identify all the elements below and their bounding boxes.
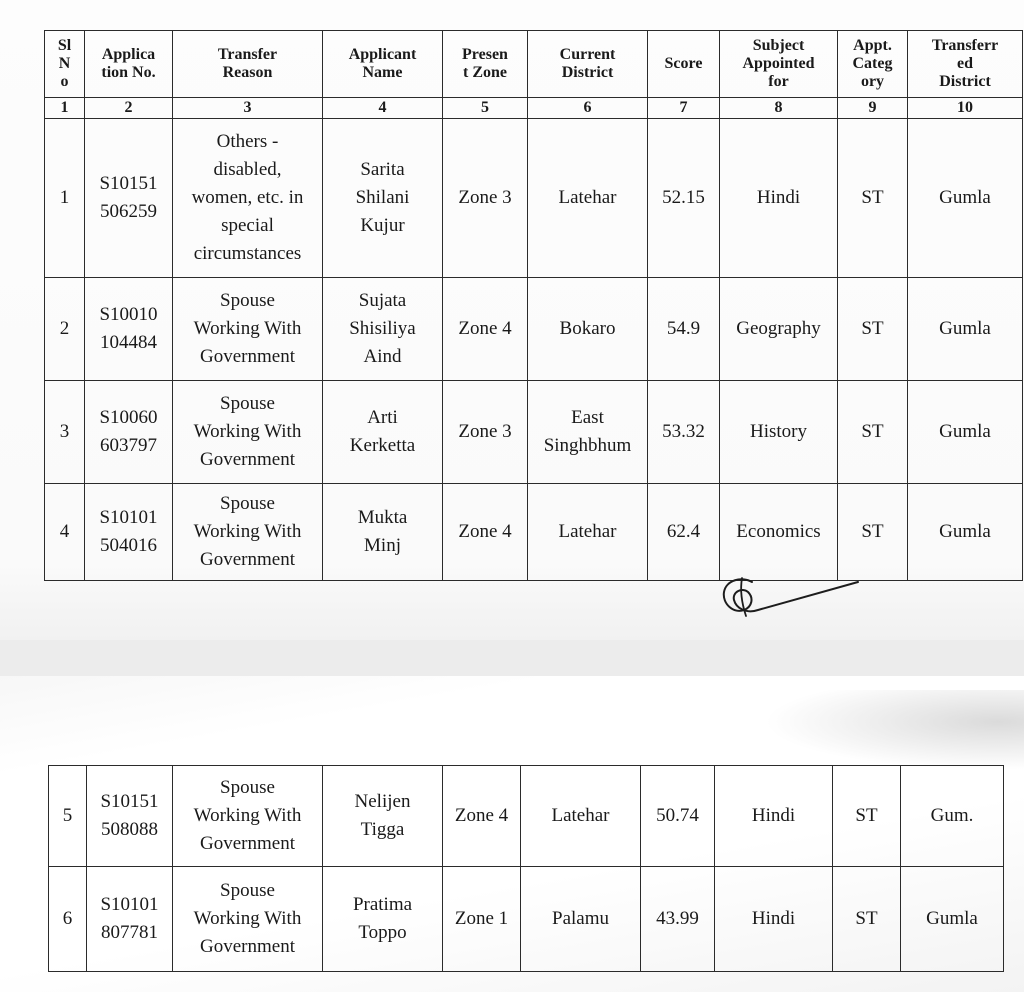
header-current-district: Current District: [528, 31, 648, 98]
cell-subject: Hindi: [720, 119, 838, 278]
cell-applicant-name: Nelijen Tigga: [323, 766, 443, 867]
column-number: 6: [528, 98, 648, 119]
scan-shadow: [764, 690, 1024, 770]
transfer-table-page-1: [44, 30, 1023, 581]
column-number: 2: [85, 98, 173, 119]
cell-application-no: S10101 504016: [85, 484, 173, 581]
header-present-zone: Presen t Zone: [443, 31, 528, 98]
cell-application-no: S10060 603797: [85, 381, 173, 484]
column-number: 4: [323, 98, 443, 119]
table-row: [45, 278, 1023, 381]
cell-sl-no: 1: [45, 119, 85, 278]
cell-transferred-district: Gumla: [908, 278, 1023, 381]
cell-present-zone: Zone 1: [443, 867, 521, 972]
cell-applicant-name: Mukta Minj: [323, 484, 443, 581]
cell-transferred-district: Gumla: [901, 867, 1004, 972]
cell-transfer-reason: Spouse Working With Government: [173, 766, 323, 867]
cell-present-zone: Zone 4: [443, 278, 528, 381]
table-row: [45, 119, 1023, 278]
cell-current-district: Latehar: [528, 484, 648, 581]
cell-transferred-district: Gumla: [908, 484, 1023, 581]
cell-current-district: East Singhbhum: [528, 381, 648, 484]
header-row: [45, 31, 1023, 98]
page-separator: [0, 640, 1024, 676]
cell-current-district: Latehar: [521, 766, 641, 867]
cell-present-zone: Zone 4: [443, 484, 528, 581]
cell-applicant-name: Sarita Shilani Kujur: [323, 119, 443, 278]
table-row: [45, 484, 1023, 581]
cell-transferred-district: Gumla: [908, 119, 1023, 278]
cell-score: 50.74: [641, 766, 715, 867]
cell-applicant-name: Arti Kerketta: [323, 381, 443, 484]
cell-subject: Economics: [720, 484, 838, 581]
column-number: 1: [45, 98, 85, 119]
cell-subject: Geography: [720, 278, 838, 381]
transfer-table-page-2: [48, 765, 1004, 972]
cell-score: 43.99: [641, 867, 715, 972]
cell-score: 62.4: [648, 484, 720, 581]
column-number: 5: [443, 98, 528, 119]
cell-category: ST: [833, 766, 901, 867]
header-transferred-district: Transferr ed District: [908, 31, 1023, 98]
cell-category: ST: [833, 867, 901, 972]
table-row: [49, 766, 1004, 867]
handwritten-signature: [712, 570, 862, 622]
cell-present-zone: Zone 3: [443, 119, 528, 278]
column-number: 10: [908, 98, 1023, 119]
column-number: 8: [720, 98, 838, 119]
cell-transfer-reason: Spouse Working With Government: [173, 484, 323, 581]
cell-transfer-reason: Spouse Working With Government: [173, 867, 323, 972]
cell-applicant-name: Pratima Toppo: [323, 867, 443, 972]
header-application-no: Applica tion No.: [85, 31, 173, 98]
cell-application-no: S10151 506259: [85, 119, 173, 278]
cell-transferred-district: Gum.: [901, 766, 1004, 867]
cell-application-no: S10101 807781: [87, 867, 173, 972]
cell-subject: History: [720, 381, 838, 484]
cell-current-district: Latehar: [528, 119, 648, 278]
column-number: 3: [173, 98, 323, 119]
cell-transfer-reason: Spouse Working With Government: [173, 381, 323, 484]
column-number: 7: [648, 98, 720, 119]
cell-present-zone: Zone 3: [443, 381, 528, 484]
cell-sl-no: 4: [45, 484, 85, 581]
cell-present-zone: Zone 4: [443, 766, 521, 867]
cell-transfer-reason: Others - disabled, women, etc. in special circumstances: [173, 119, 323, 278]
header-sl-no: Sl N o: [45, 31, 85, 98]
cell-score: 53.32: [648, 381, 720, 484]
cell-application-no: S10010 104484: [85, 278, 173, 381]
header-score: Score: [648, 31, 720, 98]
cell-category: ST: [838, 119, 908, 278]
cell-application-no: S10151 508088: [87, 766, 173, 867]
cell-sl-no: 6: [49, 867, 87, 972]
header-applicant-name: Applicant Name: [323, 31, 443, 98]
header-appt-category: Appt. Categ ory: [838, 31, 908, 98]
cell-applicant-name: Sujata Shisiliya Aind: [323, 278, 443, 381]
header-subject-appointed: Subject Appointed for: [720, 31, 838, 98]
column-number: 9: [838, 98, 908, 119]
cell-score: 54.9: [648, 278, 720, 381]
cell-category: ST: [838, 381, 908, 484]
header-transfer-reason: Transfer Reason: [173, 31, 323, 98]
cell-transfer-reason: Spouse Working With Government: [173, 278, 323, 381]
table-row: [49, 867, 1004, 972]
table-row: [45, 381, 1023, 484]
column-number-row: [45, 98, 1023, 119]
cell-transferred-district: Gumla: [908, 381, 1023, 484]
cell-sl-no: 2: [45, 278, 85, 381]
cell-sl-no: 3: [45, 381, 85, 484]
cell-category: ST: [838, 278, 908, 381]
cell-subject: Hindi: [715, 766, 833, 867]
cell-current-district: Palamu: [521, 867, 641, 972]
cell-subject: Hindi: [715, 867, 833, 972]
cell-category: ST: [838, 484, 908, 581]
cell-sl-no: 5: [49, 766, 87, 867]
cell-score: 52.15: [648, 119, 720, 278]
cell-current-district: Bokaro: [528, 278, 648, 381]
